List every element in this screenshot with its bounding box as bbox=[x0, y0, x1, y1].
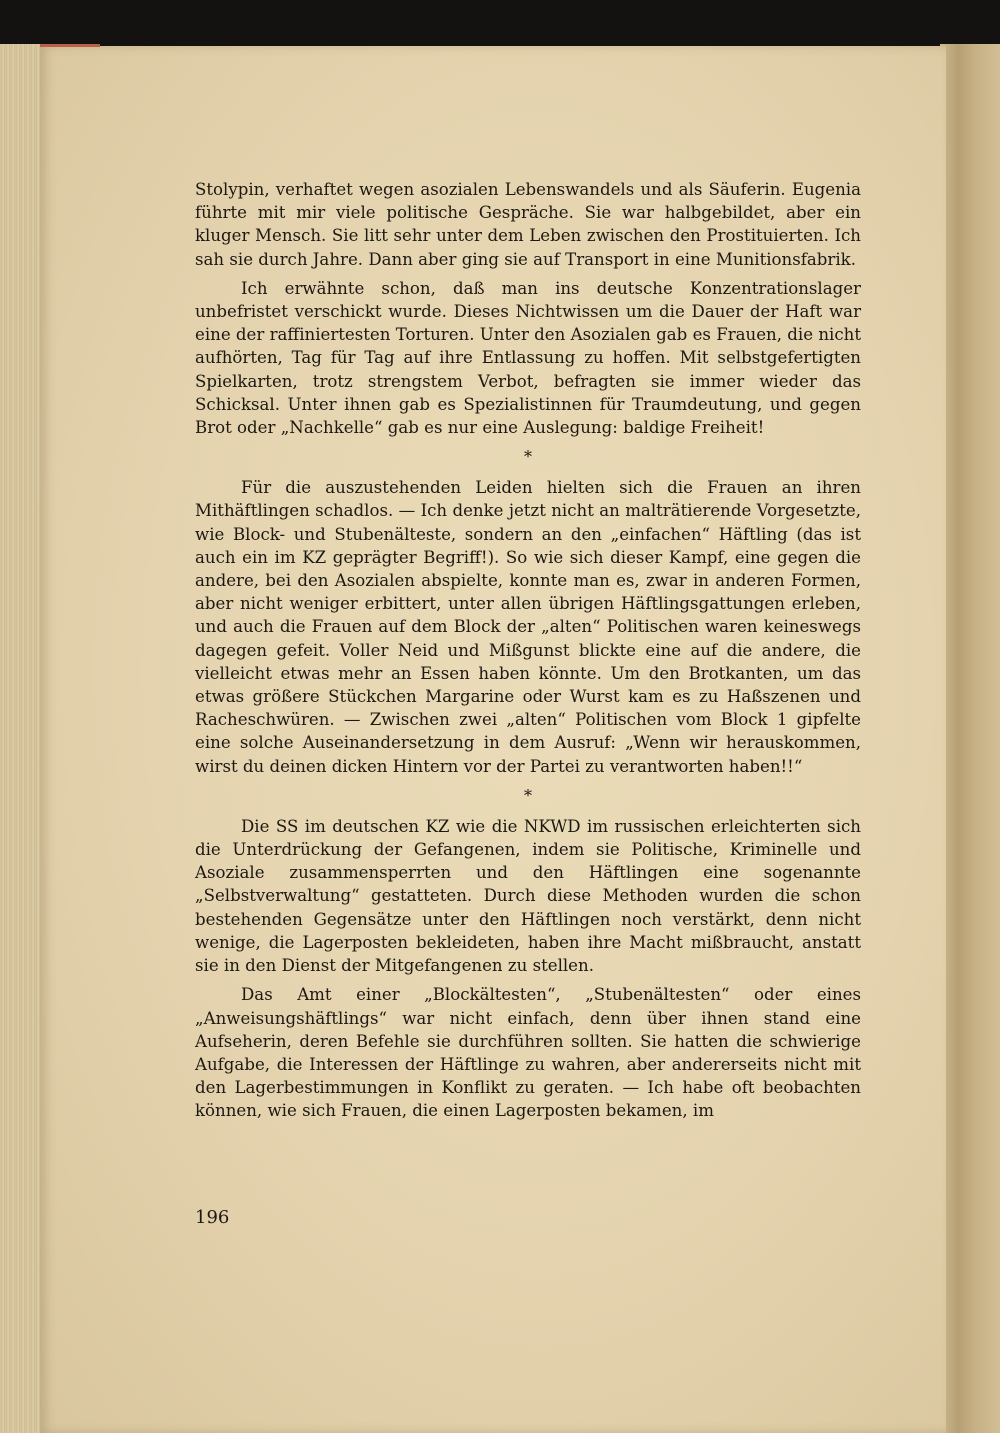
scanner-background bbox=[0, 0, 1000, 48]
book-page-edges bbox=[0, 44, 44, 1433]
section-separator-2: * bbox=[524, 785, 532, 805]
paragraph-3: Für die auszustehenden Leiden hielten sich die Frauen an ihren Mithäftlingen schadlos. — Ich denke jetzt nicht an malträtierende Vorgesetzte, wie Block- und Stubenälteste, sondern an den „einfachen“ Häftling (das ist auch ein im KZ geprägter Begriff!). So wie sich dieser Kampf, eine gegen die andere, bei den Asozialen abspielte, konnte man es, zwar in anderen Formen, aber nicht weniger erbittert, unter allen übrigen Häftlingsgattungen erleben, und auch die Frauen auf dem Block der „alten“ Politischen waren keineswegs dagegen gefeit. Voller Neid und Mißgunst blickte eine auf die andere, die vielleicht etwas mehr an Essen haben könnte. Um den Brotkanten, um das etwas größere Stückchen Margarine oder Wurst kam es zu Haßszenen und Racheschwüren. — Zwischen zwei „alten“ Politischen vom Block 1 gipfelte eine solche Auseinandersetzung in dem Ausruf: „Wenn wir herauskommen, wirst du deinen dicken Hintern vor der Partei zu verantworten haben!!“ bbox=[195, 478, 861, 776]
paragraph-1: Stolypin, verhaftet wegen asozialen Lebenswandels und als Säuferin. Eugenia führte mit mir viele politische Gespräche. Sie war halbgebildet, aber ein kluger Mensch. Sie litt sehr unter dem Leben zwischen den Prostituierten. Ich sah sie durch Jahre. Dann aber ging sie auf Transport in eine Munitionsfabrik. bbox=[195, 180, 861, 269]
section-separator-1: * bbox=[524, 447, 532, 467]
paragraph-2: Ich erwähnte schon, daß man ins deutsche Konzentrationslager unbefristet verschickt wurde. Dieses Nichtwissen um die Dauer der Haft war eine der raffiniertesten Torturen. Unter den Asozialen gab es Frauen, die nicht aufhörten, Tag für Tag auf ihre Entlassung zu hoffen. Mit selbstgefertigten Spielkarten, trotz strengstem Verbot, befragten sie immer wieder das Schicksal. Unter ihnen gab es Spezialistinnen für Traumdeutung, und gegen Brot oder „Nachkelle“ gab es nur eine Auslegung: baldige Freiheit! bbox=[195, 278, 861, 438]
page-edge-mark bbox=[40, 44, 100, 47]
book-gutter bbox=[940, 44, 1000, 1433]
body-text bbox=[195, 178, 861, 1123]
paragraph-5: Das Amt einer „Blockältesten“, „Stubenältesten“ oder eines „Anweisungshäftlings“ war nicht einfach, denn über ihnen stand eine Aufseherin, deren Befehle sie durchführen sollten. Sie hatten die schwierige Aufgabe, die Interessen der Häftlinge zu wahren, aber andererseits nicht mit den Lagerbestimmungen in Konflikt zu geraten. — Ich habe oft beobachten können, wie sich Frauen, die einen Lagerposten bekamen, im bbox=[195, 985, 861, 1121]
paragraph-4: Die SS im deutschen KZ wie die NKWD im russischen erleichterten sich die Unterdrückung der Gefangenen, indem sie Politische, Kriminelle und Asoziale zusammensperrten und den Häftlingen eine sogenannte „Selbstverwaltung“ gestatteten. Durch diese Methoden wurden die schon bestehenden Gegensätze unter den Häftlingen noch verstärkt, denn nicht wenige, die Lagerposten bekleideten, haben ihre Macht mißbraucht, anstatt sie in den Dienst der Mitgefangenen zu stellen. bbox=[195, 816, 861, 976]
page-number: 196 bbox=[195, 1207, 230, 1228]
